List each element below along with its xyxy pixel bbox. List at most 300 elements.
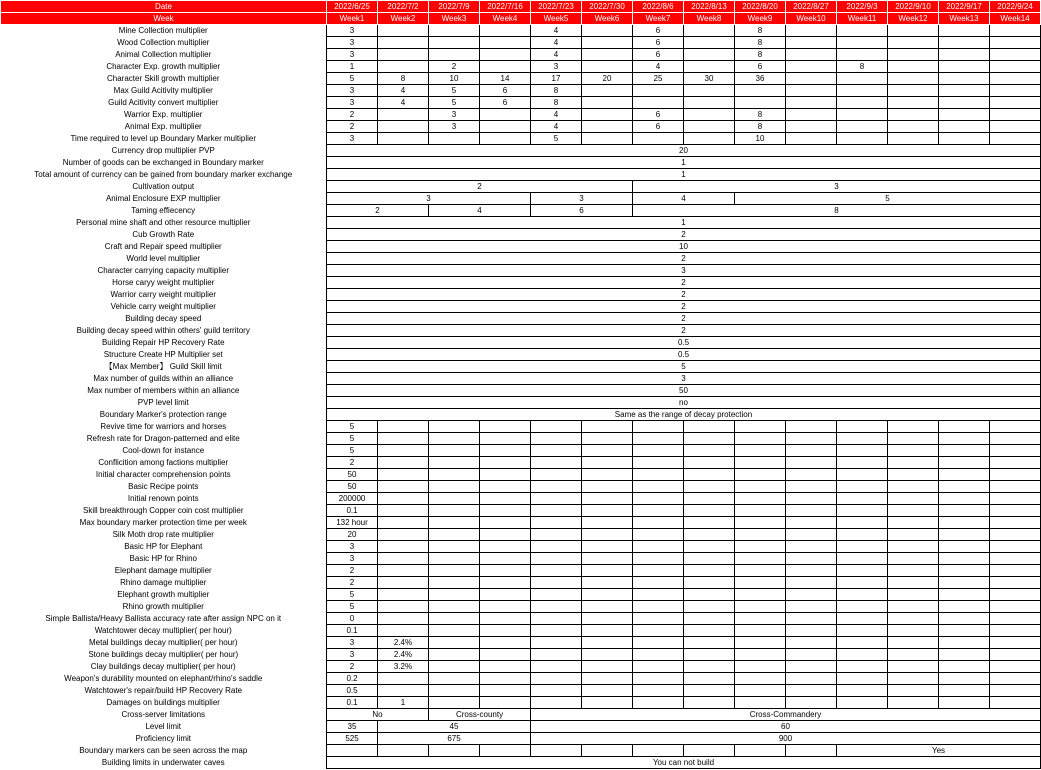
value-cell[interactable] bbox=[837, 469, 888, 481]
value-cell[interactable]: 6 bbox=[633, 121, 684, 133]
value-cell[interactable] bbox=[939, 541, 990, 553]
value-cell[interactable] bbox=[633, 613, 684, 625]
value-cell[interactable] bbox=[429, 745, 480, 757]
date-cell-5[interactable]: 2022/7/23 bbox=[531, 1, 582, 13]
value-cell[interactable] bbox=[735, 565, 786, 577]
value-cell[interactable] bbox=[990, 637, 1041, 649]
value-cell[interactable]: 8 bbox=[735, 121, 786, 133]
value-cell[interactable] bbox=[888, 661, 939, 673]
value-cell[interactable] bbox=[837, 577, 888, 589]
value-cell[interactable] bbox=[429, 613, 480, 625]
value-cell[interactable] bbox=[837, 517, 888, 529]
value-cell[interactable]: 8 bbox=[735, 25, 786, 37]
value-cell[interactable] bbox=[378, 625, 429, 637]
value-cell[interactable] bbox=[429, 49, 480, 61]
value-cell[interactable] bbox=[633, 685, 684, 697]
week-cell-14[interactable]: Week14 bbox=[990, 13, 1041, 25]
value-cell[interactable] bbox=[990, 49, 1041, 61]
value-cell[interactable]: 0.5 bbox=[327, 685, 378, 697]
value-cell[interactable] bbox=[684, 445, 735, 457]
value-cell[interactable] bbox=[429, 529, 480, 541]
value-cell[interactable] bbox=[786, 61, 837, 73]
row-label[interactable]: Warrior Exp. multiplier bbox=[124, 110, 203, 119]
value-cell[interactable] bbox=[684, 469, 735, 481]
value-cell[interactable]: 6 bbox=[480, 97, 531, 109]
value-cell[interactable] bbox=[990, 61, 1041, 73]
value-cell[interactable] bbox=[684, 61, 735, 73]
value-cell[interactable] bbox=[786, 49, 837, 61]
value-cell[interactable] bbox=[888, 673, 939, 685]
value-cell[interactable]: 3 bbox=[327, 553, 378, 565]
value-cell[interactable] bbox=[888, 469, 939, 481]
value-cell[interactable] bbox=[939, 445, 990, 457]
date-cell-8[interactable]: 2022/8/13 bbox=[684, 1, 735, 13]
value-cell[interactable] bbox=[888, 97, 939, 109]
value-cell[interactable] bbox=[684, 673, 735, 685]
value-cell[interactable] bbox=[684, 745, 735, 757]
value-cell[interactable] bbox=[735, 529, 786, 541]
value-cell[interactable] bbox=[939, 529, 990, 541]
value-cell[interactable] bbox=[531, 745, 582, 757]
value-cell[interactable] bbox=[684, 481, 735, 493]
value-cell[interactable] bbox=[480, 121, 531, 133]
row-label[interactable]: Basic HP for Rhino bbox=[129, 554, 197, 563]
value-cell[interactable] bbox=[480, 457, 531, 469]
value-cell[interactable]: 3 bbox=[429, 109, 480, 121]
value-cell[interactable]: 4 bbox=[633, 61, 684, 73]
value-cell[interactable]: 2 bbox=[327, 661, 378, 673]
value-cell[interactable]: 3 bbox=[327, 85, 378, 97]
value-cell[interactable] bbox=[837, 49, 888, 61]
value-cell[interactable]: 8 bbox=[735, 37, 786, 49]
value-cell[interactable] bbox=[582, 565, 633, 577]
value-cell[interactable] bbox=[990, 553, 1041, 565]
value-cell[interactable] bbox=[786, 517, 837, 529]
value-cell[interactable]: 2 bbox=[327, 325, 1041, 337]
value-cell[interactable] bbox=[888, 73, 939, 85]
value-cell[interactable] bbox=[378, 457, 429, 469]
value-cell[interactable] bbox=[480, 553, 531, 565]
row-label[interactable]: Building decay speed within others' guild territory bbox=[76, 326, 250, 335]
value-cell[interactable] bbox=[582, 493, 633, 505]
week-cell-8[interactable]: Week8 bbox=[684, 13, 735, 25]
value-cell[interactable]: 6 bbox=[531, 205, 633, 217]
value-cell[interactable]: 2 bbox=[327, 205, 429, 217]
value-cell[interactable] bbox=[582, 541, 633, 553]
value-cell[interactable] bbox=[939, 589, 990, 601]
value-cell[interactable] bbox=[786, 661, 837, 673]
value-cell[interactable] bbox=[582, 529, 633, 541]
value-cell[interactable]: 3 bbox=[327, 637, 378, 649]
date-cell-9[interactable]: 2022/8/20 bbox=[735, 1, 786, 13]
row-label[interactable]: Rhino damage multiplier bbox=[120, 578, 207, 587]
value-cell[interactable] bbox=[786, 589, 837, 601]
value-cell[interactable]: 25 bbox=[633, 73, 684, 85]
value-cell[interactable] bbox=[990, 589, 1041, 601]
value-cell[interactable] bbox=[480, 685, 531, 697]
value-cell[interactable] bbox=[582, 649, 633, 661]
value-cell[interactable] bbox=[990, 85, 1041, 97]
value-cell[interactable] bbox=[582, 697, 633, 709]
value-cell[interactable] bbox=[684, 133, 735, 145]
value-cell[interactable] bbox=[837, 601, 888, 613]
value-cell[interactable] bbox=[480, 433, 531, 445]
row-label[interactable]: Cub Growth Rate bbox=[132, 230, 195, 239]
value-cell[interactable] bbox=[837, 445, 888, 457]
value-cell[interactable] bbox=[888, 37, 939, 49]
value-cell[interactable] bbox=[786, 685, 837, 697]
row-label[interactable]: Total amount of currency can be gained from boundary marker exchange bbox=[34, 170, 293, 179]
value-cell[interactable]: 5 bbox=[327, 433, 378, 445]
row-label[interactable]: Boundary Marker's protection range bbox=[99, 410, 227, 419]
row-label[interactable]: Elephant damage multiplier bbox=[114, 566, 212, 575]
row-label[interactable]: Max Guild Acitivity multiplier bbox=[113, 86, 213, 95]
value-cell[interactable] bbox=[378, 505, 429, 517]
value-cell[interactable] bbox=[786, 493, 837, 505]
value-cell[interactable] bbox=[939, 637, 990, 649]
value-cell[interactable] bbox=[837, 85, 888, 97]
value-cell[interactable] bbox=[735, 685, 786, 697]
value-cell[interactable] bbox=[429, 697, 480, 709]
value-cell[interactable] bbox=[480, 589, 531, 601]
value-cell[interactable] bbox=[684, 37, 735, 49]
row-label[interactable]: Craft and Repair speed multiplier bbox=[104, 242, 222, 251]
week-cell-5[interactable]: Week5 bbox=[531, 13, 582, 25]
week-cell-4[interactable]: Week4 bbox=[480, 13, 531, 25]
value-cell[interactable] bbox=[378, 493, 429, 505]
value-cell[interactable] bbox=[582, 661, 633, 673]
row-label[interactable]: 【Max Member】 Guild Skill limit bbox=[104, 362, 222, 371]
week-cell-12[interactable]: Week12 bbox=[888, 13, 939, 25]
value-cell[interactable] bbox=[378, 133, 429, 145]
row-label[interactable]: Weapon's durability mounted on elephant/rhino's saddle bbox=[64, 674, 263, 683]
value-cell[interactable] bbox=[939, 121, 990, 133]
value-cell[interactable]: 6 bbox=[633, 37, 684, 49]
value-cell[interactable]: 5 bbox=[327, 73, 378, 85]
value-cell[interactable] bbox=[735, 697, 786, 709]
value-cell[interactable] bbox=[735, 481, 786, 493]
value-cell[interactable] bbox=[786, 613, 837, 625]
value-cell[interactable] bbox=[429, 37, 480, 49]
value-cell[interactable]: 60 bbox=[531, 721, 1041, 733]
value-cell[interactable]: 1 bbox=[327, 61, 378, 73]
value-cell[interactable] bbox=[429, 421, 480, 433]
value-cell[interactable] bbox=[735, 457, 786, 469]
row-label[interactable]: Clay buildings decay multiplier( per hour) bbox=[90, 662, 236, 671]
value-cell[interactable] bbox=[429, 457, 480, 469]
value-cell[interactable] bbox=[939, 85, 990, 97]
value-cell[interactable]: 2 bbox=[327, 565, 378, 577]
row-label[interactable]: Number of goods can be exchanged in Boundary marker bbox=[62, 158, 264, 167]
value-cell[interactable] bbox=[735, 553, 786, 565]
value-cell[interactable]: 3 bbox=[327, 37, 378, 49]
value-cell[interactable] bbox=[531, 697, 582, 709]
value-cell[interactable]: 1 bbox=[327, 157, 1041, 169]
value-cell[interactable] bbox=[582, 421, 633, 433]
value-cell[interactable] bbox=[633, 505, 684, 517]
value-cell[interactable] bbox=[939, 601, 990, 613]
value-cell[interactable] bbox=[786, 121, 837, 133]
row-label[interactable]: Warrior carry weight multiplier bbox=[110, 290, 216, 299]
value-cell[interactable] bbox=[480, 625, 531, 637]
value-cell[interactable] bbox=[837, 493, 888, 505]
row-label[interactable]: World level multiplier bbox=[126, 254, 201, 263]
value-cell[interactable] bbox=[735, 517, 786, 529]
value-cell[interactable] bbox=[939, 649, 990, 661]
value-cell[interactable] bbox=[735, 445, 786, 457]
value-cell[interactable] bbox=[378, 121, 429, 133]
week-cell-3[interactable]: Week3 bbox=[429, 13, 480, 25]
value-cell[interactable] bbox=[888, 589, 939, 601]
value-cell[interactable]: 3 bbox=[327, 49, 378, 61]
value-cell[interactable] bbox=[837, 25, 888, 37]
value-cell[interactable] bbox=[837, 529, 888, 541]
value-cell[interactable] bbox=[888, 121, 939, 133]
date-cell-10[interactable]: 2022/8/27 bbox=[786, 1, 837, 13]
value-cell[interactable] bbox=[582, 433, 633, 445]
value-cell[interactable]: 5 bbox=[327, 421, 378, 433]
value-cell[interactable]: 3 bbox=[531, 193, 633, 205]
value-cell[interactable] bbox=[939, 565, 990, 577]
value-cell[interactable]: 8 bbox=[837, 61, 888, 73]
value-cell[interactable]: 8 bbox=[735, 109, 786, 121]
value-cell[interactable] bbox=[939, 613, 990, 625]
value-cell[interactable] bbox=[480, 565, 531, 577]
value-cell[interactable] bbox=[378, 673, 429, 685]
value-cell[interactable] bbox=[633, 697, 684, 709]
row-label[interactable]: Basic Recipe points bbox=[128, 482, 199, 491]
value-cell[interactable] bbox=[939, 61, 990, 73]
value-cell[interactable] bbox=[531, 421, 582, 433]
date-cell-6[interactable]: 2022/7/30 bbox=[582, 1, 633, 13]
value-cell[interactable] bbox=[990, 601, 1041, 613]
value-cell[interactable]: 1 bbox=[327, 169, 1041, 181]
value-cell[interactable] bbox=[837, 565, 888, 577]
value-cell[interactable]: Cross-county bbox=[429, 709, 531, 721]
value-cell[interactable] bbox=[684, 433, 735, 445]
value-cell[interactable] bbox=[684, 589, 735, 601]
value-cell[interactable] bbox=[786, 625, 837, 637]
value-cell[interactable] bbox=[480, 613, 531, 625]
value-cell[interactable] bbox=[888, 25, 939, 37]
value-cell[interactable] bbox=[837, 673, 888, 685]
value-cell[interactable]: 6 bbox=[633, 109, 684, 121]
value-cell[interactable] bbox=[939, 97, 990, 109]
value-cell[interactable] bbox=[990, 421, 1041, 433]
value-cell[interactable] bbox=[735, 505, 786, 517]
value-cell[interactable] bbox=[480, 745, 531, 757]
value-cell[interactable] bbox=[888, 133, 939, 145]
value-cell[interactable] bbox=[480, 649, 531, 661]
value-cell[interactable] bbox=[735, 601, 786, 613]
value-cell[interactable]: 3 bbox=[327, 193, 531, 205]
value-cell[interactable] bbox=[633, 673, 684, 685]
value-cell[interactable] bbox=[939, 685, 990, 697]
value-cell[interactable] bbox=[888, 637, 939, 649]
value-cell[interactable] bbox=[684, 505, 735, 517]
value-cell[interactable] bbox=[990, 685, 1041, 697]
value-cell[interactable] bbox=[429, 133, 480, 145]
value-cell[interactable] bbox=[480, 673, 531, 685]
value-cell[interactable] bbox=[378, 445, 429, 457]
value-cell[interactable] bbox=[531, 673, 582, 685]
value-cell[interactable] bbox=[582, 445, 633, 457]
value-cell[interactable] bbox=[990, 121, 1041, 133]
value-cell[interactable] bbox=[531, 649, 582, 661]
value-cell[interactable] bbox=[888, 565, 939, 577]
value-cell[interactable] bbox=[582, 61, 633, 73]
value-cell[interactable]: 5 bbox=[327, 589, 378, 601]
value-cell[interactable] bbox=[531, 577, 582, 589]
value-cell[interactable] bbox=[786, 109, 837, 121]
value-cell[interactable] bbox=[735, 421, 786, 433]
value-cell[interactable] bbox=[429, 685, 480, 697]
value-cell[interactable] bbox=[786, 541, 837, 553]
value-cell[interactable] bbox=[684, 85, 735, 97]
value-cell[interactable] bbox=[990, 565, 1041, 577]
row-label[interactable]: Damages on buildings multiplier bbox=[106, 698, 220, 707]
value-cell[interactable] bbox=[378, 469, 429, 481]
value-cell[interactable] bbox=[684, 529, 735, 541]
value-cell[interactable] bbox=[429, 541, 480, 553]
value-cell[interactable]: 50 bbox=[327, 481, 378, 493]
row-label[interactable]: Watchtower's repair/build HP Recovery Rate bbox=[84, 686, 243, 695]
value-cell[interactable] bbox=[735, 97, 786, 109]
row-label[interactable]: Rhino growth multiplier bbox=[122, 602, 204, 611]
value-cell[interactable] bbox=[633, 589, 684, 601]
value-cell[interactable] bbox=[837, 505, 888, 517]
value-cell[interactable]: 1 bbox=[378, 697, 429, 709]
value-cell[interactable] bbox=[480, 541, 531, 553]
value-cell[interactable] bbox=[990, 457, 1041, 469]
date-cell-13[interactable]: 2022/9/17 bbox=[939, 1, 990, 13]
value-cell[interactable] bbox=[684, 661, 735, 673]
value-cell[interactable] bbox=[633, 421, 684, 433]
value-cell[interactable] bbox=[480, 637, 531, 649]
value-cell[interactable]: 8 bbox=[735, 49, 786, 61]
value-cell[interactable] bbox=[990, 133, 1041, 145]
value-cell[interactable] bbox=[531, 481, 582, 493]
row-label[interactable]: Vehicle carry weight multiplier bbox=[110, 302, 216, 311]
value-cell[interactable] bbox=[786, 505, 837, 517]
row-label[interactable]: Horse caryy weight multiplier bbox=[112, 278, 215, 287]
row-label[interactable]: Character Skill growth multiplier bbox=[107, 74, 220, 83]
value-cell[interactable] bbox=[990, 649, 1041, 661]
value-cell[interactable] bbox=[684, 685, 735, 697]
value-cell[interactable]: Same as the range of decay protection bbox=[327, 409, 1041, 421]
row-label[interactable]: Character Exp. growth multiplier bbox=[106, 62, 221, 71]
value-cell[interactable] bbox=[582, 97, 633, 109]
value-cell[interactable] bbox=[327, 745, 378, 757]
value-cell[interactable] bbox=[633, 541, 684, 553]
value-cell[interactable]: 30 bbox=[684, 73, 735, 85]
value-cell[interactable] bbox=[582, 49, 633, 61]
value-cell[interactable] bbox=[429, 445, 480, 457]
value-cell[interactable] bbox=[480, 505, 531, 517]
date-cell-7[interactable]: 2022/8/6 bbox=[633, 1, 684, 13]
value-cell[interactable]: 3 bbox=[327, 97, 378, 109]
value-cell[interactable] bbox=[684, 517, 735, 529]
value-cell[interactable] bbox=[888, 697, 939, 709]
value-cell[interactable] bbox=[429, 673, 480, 685]
value-cell[interactable]: 0 bbox=[327, 613, 378, 625]
value-cell[interactable] bbox=[888, 421, 939, 433]
date-cell-12[interactable]: 2022/9/10 bbox=[888, 1, 939, 13]
value-cell[interactable] bbox=[582, 553, 633, 565]
value-cell[interactable] bbox=[684, 601, 735, 613]
value-cell[interactable] bbox=[582, 109, 633, 121]
value-cell[interactable] bbox=[582, 37, 633, 49]
value-cell[interactable] bbox=[735, 541, 786, 553]
value-cell[interactable] bbox=[378, 565, 429, 577]
value-cell[interactable]: 5 bbox=[531, 133, 582, 145]
row-label[interactable]: Revive time for warriors and horses bbox=[100, 422, 227, 431]
row-label[interactable]: Watchtower decay multiplier( per hour) bbox=[94, 626, 232, 635]
value-cell[interactable] bbox=[888, 481, 939, 493]
value-cell[interactable] bbox=[939, 517, 990, 529]
row-label[interactable]: Metal buildings decay multiplier( per hour) bbox=[88, 638, 238, 647]
value-cell[interactable]: 5 bbox=[327, 445, 378, 457]
value-cell[interactable] bbox=[684, 613, 735, 625]
value-cell[interactable] bbox=[480, 481, 531, 493]
value-cell[interactable] bbox=[531, 613, 582, 625]
value-cell[interactable]: 2 bbox=[327, 457, 378, 469]
row-label[interactable]: Max number of members within an alliance bbox=[87, 386, 240, 395]
value-cell[interactable] bbox=[633, 457, 684, 469]
value-cell[interactable]: 10 bbox=[735, 133, 786, 145]
value-cell[interactable] bbox=[531, 505, 582, 517]
value-cell[interactable] bbox=[531, 469, 582, 481]
value-cell[interactable] bbox=[378, 517, 429, 529]
value-cell[interactable] bbox=[429, 25, 480, 37]
value-cell[interactable]: 3 bbox=[429, 121, 480, 133]
value-cell[interactable] bbox=[633, 433, 684, 445]
value-cell[interactable] bbox=[531, 661, 582, 673]
row-label[interactable]: Animal Collection multiplier bbox=[115, 50, 212, 59]
value-cell[interactable] bbox=[684, 625, 735, 637]
value-cell[interactable]: 5 bbox=[327, 361, 1041, 373]
value-cell[interactable] bbox=[786, 553, 837, 565]
row-label[interactable]: Initial renown points bbox=[127, 494, 199, 503]
value-cell[interactable]: 2 bbox=[327, 277, 1041, 289]
value-cell[interactable] bbox=[378, 25, 429, 37]
date-cell-3[interactable]: 2022/7/9 bbox=[429, 1, 480, 13]
value-cell[interactable] bbox=[582, 481, 633, 493]
row-label[interactable]: Proficiency limit bbox=[135, 734, 192, 743]
value-cell[interactable] bbox=[480, 661, 531, 673]
week-header-label[interactable]: Week bbox=[1, 13, 327, 25]
value-cell[interactable]: 525 bbox=[327, 733, 378, 745]
value-cell[interactable] bbox=[939, 661, 990, 673]
value-cell[interactable] bbox=[786, 445, 837, 457]
value-cell[interactable] bbox=[939, 457, 990, 469]
value-cell[interactable] bbox=[684, 457, 735, 469]
value-cell[interactable] bbox=[939, 625, 990, 637]
value-cell[interactable] bbox=[684, 565, 735, 577]
value-cell[interactable]: 8 bbox=[531, 85, 582, 97]
value-cell[interactable] bbox=[939, 481, 990, 493]
row-label[interactable]: Cross-server limitations bbox=[121, 710, 206, 719]
value-cell[interactable]: 8 bbox=[378, 73, 429, 85]
value-cell[interactable] bbox=[888, 577, 939, 589]
date-header-label[interactable]: Date bbox=[1, 1, 327, 13]
value-cell[interactable]: 5 bbox=[429, 85, 480, 97]
value-cell[interactable] bbox=[990, 661, 1041, 673]
value-cell[interactable] bbox=[633, 661, 684, 673]
value-cell[interactable]: 3 bbox=[327, 649, 378, 661]
value-cell[interactable] bbox=[735, 637, 786, 649]
value-cell[interactable] bbox=[582, 637, 633, 649]
